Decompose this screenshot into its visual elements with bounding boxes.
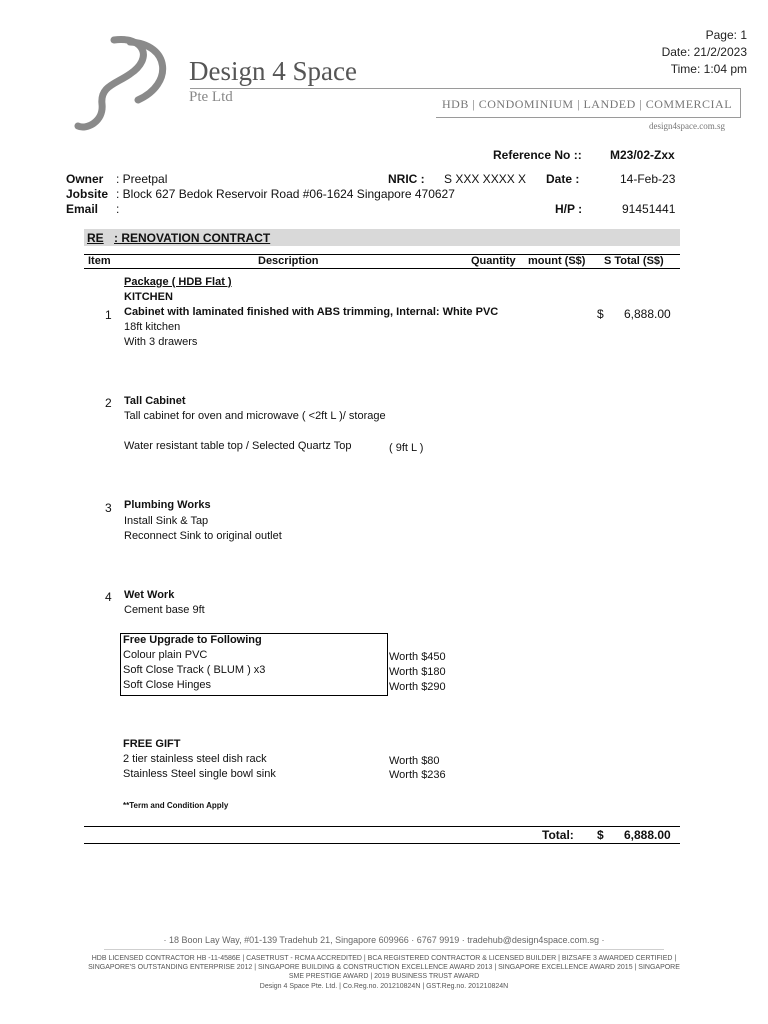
item-2-line-1: Tall cabinet for oven and microwave ( <2ft L )/ storage: [124, 410, 386, 422]
company-subtitle: Pte Ltd: [189, 89, 233, 105]
free-upgrade-worth-3: Worth $290: [389, 681, 446, 693]
col-amount-header: mount (S$): [528, 255, 586, 267]
logo-mark: [78, 40, 143, 127]
footer-registration: Design 4 Space Pte. Ltd. | Co.Reg.no. 201210824N | GST.Reg.no. 201210824N: [259, 983, 509, 990]
footer-rule: [104, 949, 664, 950]
footer-awards: HDB LICENSED CONTRACTOR HB -11-4586E | CASETRUST - RCMA ACCREDITED | BCA REGISTERED CONTRACTOR & LICENSED BUILDER | BIZSAFE 3 AWARDED CERTIFIED | SINGAPORE'S OUTSTANDING ENTERPRISE 2012 | SINGAPORE BUILDING & CONSTRUCTION EXCELLENCE AWARD 2013 | SINGAPORE EXCELLENCE AWARD 2015 | SINGAPORE SME PRESTIGE AWARD | 2019 BUSINESS TRUST AWARD: [88, 955, 680, 980]
free-upgrade-row-1: Colour plain PVC: [123, 649, 208, 661]
package-label: Package ( HDB Flat ): [124, 276, 232, 288]
reference-value: M23/02-Zxx: [610, 148, 675, 162]
item-2-quantity: ( 9ft L ): [389, 442, 424, 454]
hp-label: H/P :: [555, 202, 583, 216]
item-2-number: 2: [105, 396, 112, 410]
col-total-header: S Total (S$): [604, 255, 664, 267]
footer-address: · 18 Boon Lay Way, #01-139 Tradehub 21, Singapore 609966 · 6767 9919 · tradehub@design4space.com.sg ·: [163, 935, 605, 945]
company-tagline: HDB | CONDOMINIUM | LANDED | COMMERCIAL: [442, 97, 733, 111]
free-gift-worth-2: Worth $236: [389, 769, 446, 781]
print-date: Date: 21/2/2023: [661, 45, 747, 59]
free-upgrade-worth-1: Worth $450: [389, 651, 446, 663]
total-top-rule: [84, 826, 680, 827]
page-number: Page: 1: [705, 28, 747, 42]
kitchen-label: KITCHEN: [124, 291, 173, 303]
item-2-title: Tall Cabinet: [124, 395, 186, 407]
free-gift-row-1: 2 tier stainless steel dish rack: [123, 753, 267, 765]
company-name: Design 4 Space: [189, 56, 357, 86]
total-value: 6,888.00: [624, 828, 671, 842]
terms-note: **Term and Condition Apply: [123, 801, 229, 810]
total-currency: $: [597, 828, 604, 842]
nric-label: NRIC :: [388, 172, 425, 186]
col-description-header: Description: [258, 255, 319, 267]
free-upgrade-row-3: Soft Close Hinges: [123, 679, 212, 691]
total-bottom-rule: [84, 843, 680, 844]
item-2-line-2: Water resistant table top / Selected Quartz Top: [124, 440, 352, 452]
company-website: design4space.com.sg: [649, 121, 725, 131]
date-label: Date :: [546, 172, 580, 186]
reference-label: Reference No ::: [493, 148, 582, 162]
item-1-number: 1: [105, 308, 112, 322]
item-1-line-1: 18ft kitchen: [124, 321, 181, 333]
free-gift-worth-1: Worth $80: [389, 755, 440, 767]
item-4-title: Wet Work: [124, 589, 175, 601]
table-header-bottom-rule: [84, 268, 680, 269]
nric-value: S XXX XXXX X: [444, 172, 527, 186]
item-1-currency: $: [597, 307, 604, 321]
owner-label: Owner: [66, 172, 104, 186]
item-3-line-1: Install Sink & Tap: [124, 515, 209, 527]
free-gift-title: FREE GIFT: [123, 738, 181, 750]
item-1-amount: 6,888.00: [624, 307, 671, 321]
owner-value: : Preetpal: [116, 172, 168, 186]
free-upgrade-worth-2: Worth $180: [389, 666, 446, 678]
re-value: : RENOVATION CONTRACT: [114, 231, 271, 245]
free-upgrade-row-2: Soft Close Track ( BLUM ) x3: [123, 664, 266, 676]
item-4-line-1: Cement base 9ft: [124, 604, 205, 616]
free-upgrade-title: Free Upgrade to Following: [123, 634, 262, 646]
date-value: 14-Feb-23: [620, 172, 676, 186]
jobsite-label: Jobsite: [66, 187, 109, 201]
item-1-line-2: With 3 drawers: [124, 336, 198, 348]
print-time: Time: 1:04 pm: [670, 62, 747, 76]
item-3-number: 3: [105, 501, 112, 515]
jobsite-value: : Block 627 Bedok Reservoir Road #06-1624 Singapore 470627: [116, 187, 455, 201]
company-logo: [72, 34, 182, 134]
table-header-top-rule: [84, 254, 680, 255]
email-label: Email: [66, 202, 99, 216]
item-3-line-2: Reconnect Sink to original outlet: [124, 530, 282, 542]
col-item-header: Item: [88, 255, 111, 267]
item-4-number: 4: [105, 590, 112, 604]
total-label: Total:: [542, 828, 574, 842]
item-3-title: Plumbing Works: [124, 499, 211, 511]
re-label: RE: [87, 231, 104, 245]
item-1-title: Cabinet with laminated finished with ABS trimming, Internal: White PVC: [124, 306, 499, 318]
col-quantity-header: Quantity: [471, 255, 516, 267]
free-gift-row-2: Stainless Steel single bowl sink: [123, 768, 276, 780]
hp-value: 91451441: [622, 202, 676, 216]
email-value: :: [116, 202, 120, 216]
